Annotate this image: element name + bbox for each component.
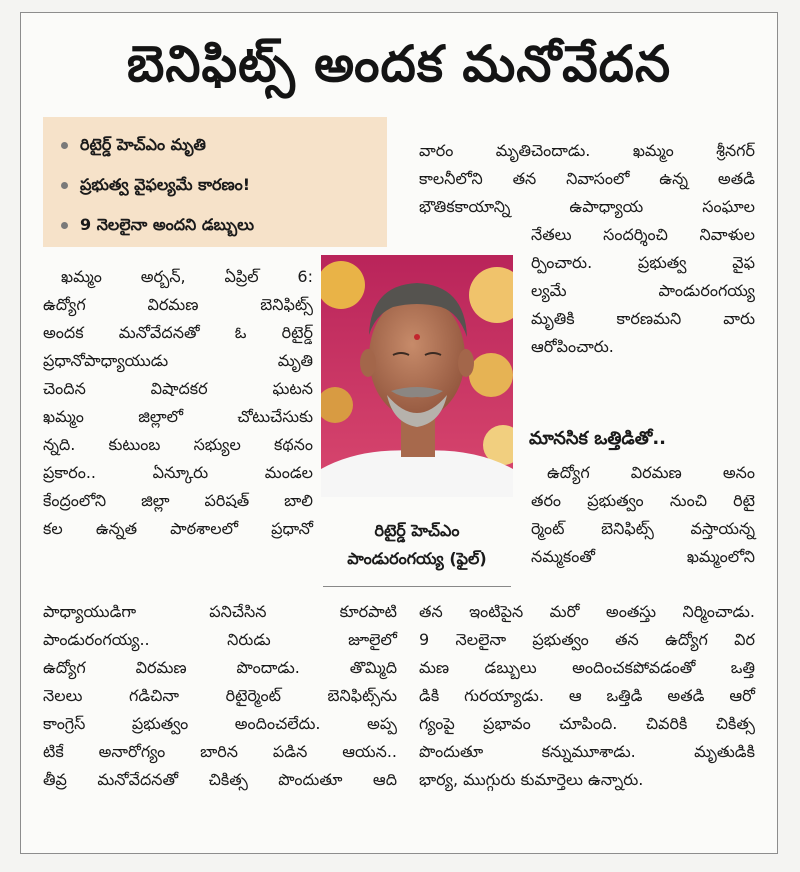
body-line: తన ఇంటిపైన మరో అంతస్తు నిర్మించాడు. bbox=[419, 602, 755, 621]
body-line: నమ్మకంతో ఖమ్మంలోని bbox=[531, 547, 755, 566]
photo-caption-line: పాండురంగయ్య (ఫైల్) bbox=[347, 549, 487, 568]
body-line: ర్పించారు. ప్రభుత్వ వైఫ bbox=[531, 253, 755, 272]
body-line: భౌతికకాయాన్ని ఉపాధ్యాయ సంఘాల bbox=[419, 197, 755, 216]
bullet-icon bbox=[61, 142, 68, 149]
body-line: ప్రధానోపాధ్యాయుడు మృతి bbox=[43, 351, 313, 370]
highlight-item: రిటైర్డ్ హెచ్‌ఎం మృతి bbox=[61, 135, 206, 158]
body-line: పొందుతూ కన్నుమూశాడు. మృతుడికి bbox=[419, 742, 755, 761]
body-line: అందక మనోవేదనతో ఓ రిటైర్డ్ bbox=[43, 323, 313, 342]
highlight-item: 9 నెలలైనా అందని డబ్బులు bbox=[61, 215, 254, 238]
photo-caption-line: రిటైర్డ్ హెచ్‌ఎం bbox=[374, 521, 460, 540]
portrait-photo bbox=[321, 255, 513, 497]
body-line: తరం ప్రభుత్వం నుంచి రిటై bbox=[531, 491, 755, 510]
body-line: నెలలు గడిచినా రిటైర్మెంట్ బెనిఫిట్స్‌ను bbox=[43, 686, 397, 705]
subheading: మానసిక ఒత్తిడితో.. bbox=[529, 428, 666, 449]
body-line: కేంద్రంలోని జిల్లా పరిషత్ బాలి bbox=[43, 491, 313, 510]
body-line: కాంగ్రెస్ ప్రభుత్వం అందించలేదు. అప్ప bbox=[43, 714, 397, 733]
highlight-item: ప్రభుత్వ వైఫల్యమే కారణం! bbox=[61, 175, 250, 198]
body-line: చెందిన విషాదకర ఘటన bbox=[43, 379, 313, 398]
headline: బెనిఫిట్స్ అందక మనోవేదన bbox=[126, 35, 672, 93]
highlights-box bbox=[43, 117, 387, 247]
body-line: ల్యమే పాండురంగయ్య bbox=[531, 281, 755, 300]
body-line: 9 నెలలైనా ప్రభుత్వం తన ఉద్యోగ విర bbox=[419, 630, 755, 649]
body-line: భార్య, ముగ్గురు కుమార్తెలు ఉన్నారు. bbox=[419, 770, 644, 789]
body-line: ఉద్యోగ విరమణ పొందాడు. తొమ్మిది bbox=[43, 658, 397, 677]
body-line: డికి గురయ్యాడు. ఆ ఒత్తిడి అతడి ఆరో bbox=[419, 686, 755, 705]
body-line: ర్మెంట్ బెనిఫిట్స్ వస్తాయన్న bbox=[531, 519, 755, 538]
body-line: న్నది. కుటుంబ సభ్యుల కథనం bbox=[43, 435, 313, 454]
body-line: కల ఉన్నత పాఠశాలలో ప్రధానో bbox=[43, 519, 313, 538]
body-line: ఆరోపించారు. bbox=[531, 337, 614, 356]
body-line: వారం మృతిచెందాడు. ఖమ్మం శ్రీనగర్ bbox=[419, 141, 755, 160]
body-line: గ్యంపై ప్రభావం చూపింది. చివరికి చికిత్స bbox=[419, 714, 755, 733]
body-line: తీవ్ర మనోవేదనతో చికిత్స పొందుతూ ఆది bbox=[43, 770, 397, 789]
caption-rule bbox=[323, 586, 511, 587]
body-line: పాండురంగయ్య.. నిరుడు జూలైలో bbox=[43, 630, 397, 649]
body-line: కాలనీలోని తన నివాసంలో ఉన్న అతడి bbox=[419, 169, 755, 188]
body-line: టికే అనారోగ్యం బారిన పడిన ఆయన.. bbox=[43, 742, 397, 761]
body-line: ఉద్యోగ విరమణ బెనిఫిట్స్ bbox=[43, 295, 313, 314]
news-clipping bbox=[20, 12, 778, 854]
bullet-icon bbox=[61, 222, 68, 229]
body-line: ఖమ్మం అర్బన్, ఏప్రిల్ 6: bbox=[61, 267, 313, 286]
body-line: ఖమ్మం జిల్లాలో చోటుచేసుకు bbox=[43, 407, 313, 426]
body-line: నేతలు సందర్శించి నివాళుల bbox=[531, 225, 755, 244]
body-line: మణ డబ్బులు అందించకపోవడంతో ఒత్తి bbox=[419, 658, 755, 677]
body-line: ఉద్యోగ విరమణ అనం bbox=[547, 463, 755, 482]
body-line: ప్రకారం.. ఏన్కూరు మండల bbox=[43, 463, 313, 482]
body-line: మృతికి కారణమని వారు bbox=[531, 309, 755, 328]
body-line: పాధ్యాయుడిగా పనిచేసిన కూరపాటి bbox=[43, 602, 397, 621]
bullet-icon bbox=[61, 182, 68, 189]
